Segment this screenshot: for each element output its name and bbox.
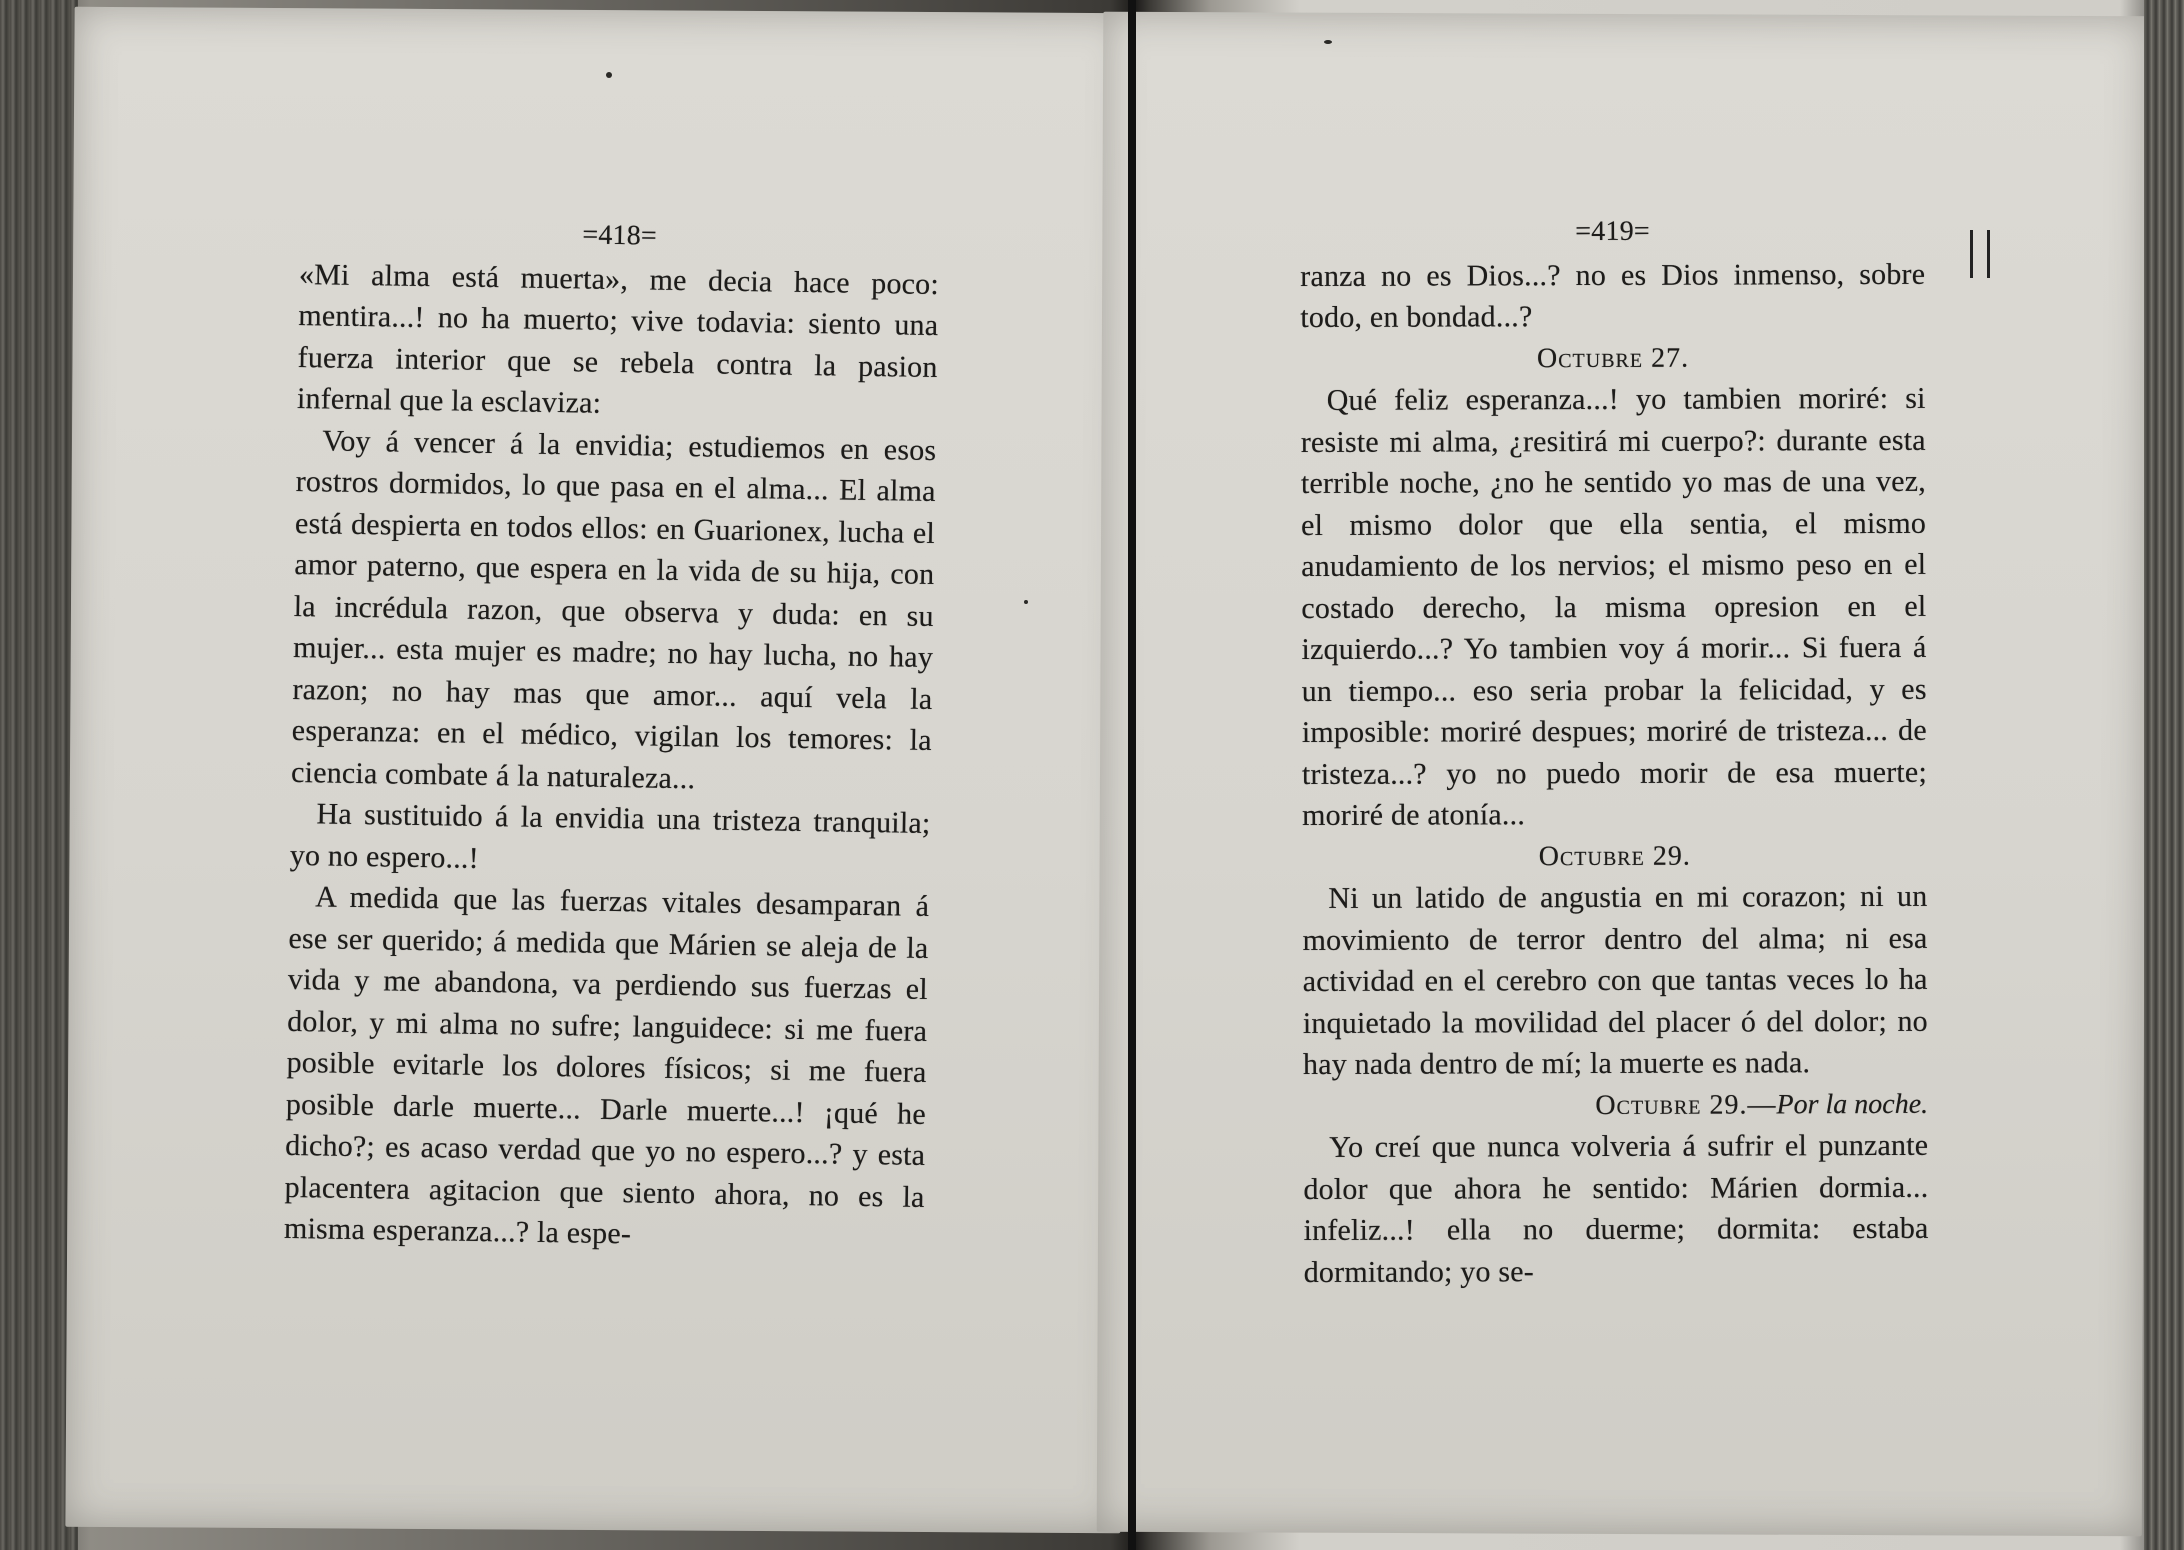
date-heading-text: Octubre 27. [1536,342,1690,374]
date-heading-text: Octubre 29. [1538,840,1691,872]
paragraph: Yo creí que nunca volveria á sufrir el punzante dolor que ahora he sentido: Márien dormia... infeliz...! ella no duerme; dormita: estaba dormitando; yo se- [1303,1128,1929,1289]
paragraph: Qué feliz esperanza...! yo tambien moriré: si resiste mi alma, ¿resitirá mi cuerpo?: durante esta terrible noche, ¿no he sentido yo mas de una vez, el mismo dolor que ella sentia, el mismo anudamiento de los nervios; el mismo peso en el costado derecho, la misma opresion en el izquierdo...? Yo tambien voy á morir... Si fuera á un tiempo... eso seria probar la felicidad, y es imposible: moriré despues; moriré de tristeza... de tristeza...? yo no puedo morir de esa muerte; moriré de atonía... [1300,381,1928,832]
book-gutter [1128,0,1136,1550]
date-heading [1303,1083,1928,1127]
page-number-right: =419= [1575,215,1650,248]
ink-speck [606,72,612,78]
date-heading [1300,336,1925,380]
date-heading [1302,834,1927,878]
paragraph: ranza no es Dios...? no es Dios inmenso, sobre todo, en bondad...? [1300,257,1926,334]
left-page-text [284,210,940,1259]
margin-mark [1970,230,1990,278]
book-edge-right [2144,0,2184,1550]
date-heading-suffix: Por la noche. [1776,1088,1929,1120]
ink-speck [1324,40,1332,44]
page-number-left: =418= [582,219,658,252]
ink-speck [1024,600,1028,604]
paragraph: Voy á vencer á la envidia; estudiemos en esos rostros dormidos, lo que pasa en el alma... El alma está despierta en todos ellos: en Guarionex, lucha el amor paterno, que espera en la vida de su hija, con la incrédula razon, que observa y duda: en su mujer... esta mujer es madre; no hay lucha, no hay razon; no hay mas que amor... aquí vela la esperanza: en el médico, vigilan los temores: la ciencia combate á la naturaleza... [290,423,937,795]
paragraph: Ha sustituido á la envidia una tristeza tranquila; yo no espero...! [289,797,931,875]
paragraph: A medida que las fuerzas vitales desamparan á ese ser querido; á medida que Márien se aleja de la vida y me abandona, va perdiendo sus fuerzas el dolor, y mi alma no sufre; languidece: si me fuera posible evitarle los dolores físicos; si me fuera posible darle muerte... Darle muerte...! ¡qué he dicho?; es acaso verdad que yo no espero...? y esta placentera agitacion que siento ahora, no es la misma esperanza...? la espe- [283,880,930,1251]
paragraph: Ni un latido de angustia en mi corazon; ni un movimiento de terror dentro del alma; ni esa actividad en el cerebro con que tantas veces lo ha inquietado la movilidad del placer ó del dolor; no hay nada dentro de mí; la muerte es nada. [1302,879,1928,1081]
paragraph: «Mi alma está muerta», me decia hace poco: mentira...! no ha muerto; vive todavia: siento una fuerza interior que se rebela contra la pasion infernal que la esclaviza: [296,257,940,420]
right-page-text [1300,210,1929,1293]
date-heading-text: Octubre 29.— [1595,1088,1777,1121]
